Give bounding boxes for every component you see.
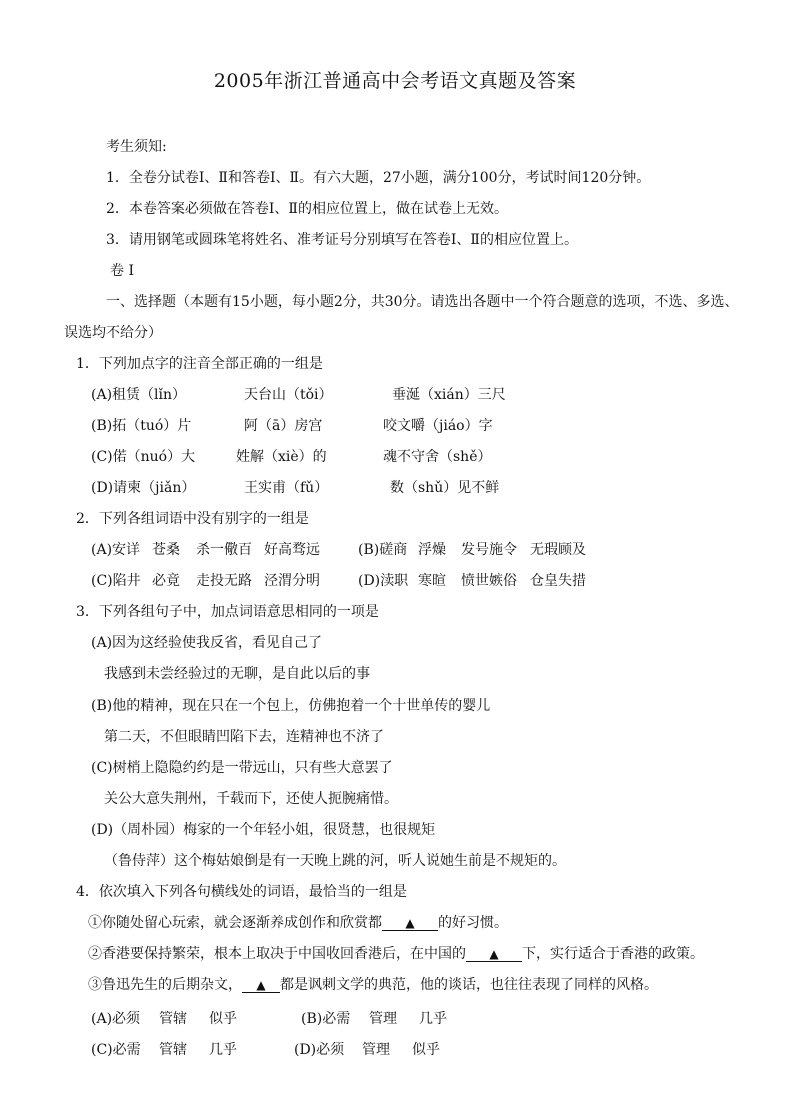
q1-option-b-3: 咬文嚼（jiáo）字 [383, 418, 493, 434]
q4-s1-text-after: 的好习惯。 [438, 915, 508, 931]
q4-s2-text-before: ②香港要保持繁荣，根本上取决于中国收回香港后，在中国的 [88, 946, 466, 962]
q1-option-d-2: 王实甫（fǔ） [244, 480, 329, 496]
q2-option-a-4: 好高骛远 [264, 542, 320, 558]
q2-option-c-2: 必竟 [152, 573, 180, 589]
q2-option-a-2: 苍桑 [152, 542, 180, 558]
q4-option-b-3: 几乎 [419, 1011, 447, 1027]
q4-option-b-2: 管理 [369, 1011, 397, 1027]
q4-option-d-3: 似乎 [412, 1042, 440, 1058]
q1-option-c-1: (C)偌（nuó）大 [91, 449, 196, 465]
notice-item-2: 2．本卷答案必须做在答卷Ⅰ、Ⅱ的相应位置上，做在试卷上无效。 [106, 201, 508, 217]
q1-option-d-1: (D)请柬（jiǎn） [91, 480, 196, 496]
section1-heading-line2: 误选均不给分） [64, 325, 162, 341]
q2-option-c-1: (C)陷井 [91, 573, 141, 589]
q3-option-b-line2: 第二天，不但眼睛凹陷下去，连精神也不济了 [104, 729, 384, 745]
notice-item-3: 3．请用钢笔或圆珠笔将姓名、准考证号分别填写在答卷Ⅰ、Ⅱ的相应位置上。 [106, 232, 578, 248]
q2-option-b-3: 发号施令 [461, 542, 517, 558]
notice-heading: 考生须知: [106, 139, 167, 155]
q4-s3-text-before: ③鲁迅先生的后期杂文， [88, 977, 242, 993]
q2-option-c-3: 走投无路 [196, 573, 252, 589]
section1-heading-line1: 一、选择题（本题有15小题，每小题2分，共30分。请选出各题中一个符合题意的选项，不选、多选、 [106, 294, 739, 310]
q2-option-d-1: (D)渎职 [358, 573, 409, 589]
notice-item-1: 1．全卷分试卷Ⅰ、Ⅱ和答卷Ⅰ、Ⅱ。有六大题，27小题，满分100分，考试时间120分钟。 [106, 170, 651, 186]
q2-option-row [0, 572, 790, 590]
q4-option-c-3: 几乎 [209, 1042, 237, 1058]
volume-label: 卷 Ⅰ [110, 263, 134, 279]
q2-option-c-4: 泾渭分明 [264, 573, 320, 589]
q4-option-c-2: 管辖 [159, 1042, 187, 1058]
q1-option-b-1: (B)拓（tuó）片 [91, 418, 192, 434]
q1-option-row [0, 448, 790, 466]
q3-option-d-line1: (D)（周朴园）梅家的一个年轻小姐，很贤慧，也很规矩 [91, 822, 436, 838]
q4-blank-2: ▲ [466, 947, 522, 962]
q3-option-c-line1: (C)树梢上隐隐约约是一带远山，只有些大意罢了 [91, 760, 393, 776]
q1-option-a-1: (A)租赁（lǐn） [91, 387, 187, 403]
q4-option-a-2: 管辖 [159, 1011, 187, 1027]
q2-option-d-3: 愤世嫉俗 [461, 573, 517, 589]
q1-option-c-3: 魂不守舍（shě） [383, 449, 492, 465]
q4-s3-text-after: 都是讽刺文学的典范，他的谈话，也往往表现了同样的风格。 [280, 977, 658, 993]
q4-option-d-1: (D)必须 [294, 1042, 345, 1058]
q4-blank-1: ▲ [382, 916, 438, 931]
q1-option-b-2: 阿（ā）房宫 [244, 418, 323, 434]
q2-option-b-4: 无瑕顾及 [530, 542, 586, 558]
q2-option-d-4: 仓皇失措 [530, 573, 586, 589]
q4-sentence-1 [88, 914, 508, 932]
q4-option-b-1: (B)必需 [301, 1011, 351, 1027]
q1-stem: 1．下列加点字的注音全部正确的一组是 [76, 356, 323, 372]
q2-option-d-2: 寒暄 [418, 573, 446, 589]
q4-option-c-1: (C)必需 [91, 1042, 141, 1058]
q4-sentence-3 [88, 976, 658, 994]
q3-option-a-line2: 我感到未尝经验过的无聊，是自此以后的事 [104, 666, 370, 682]
q2-option-b-1: (B)磋商 [358, 542, 408, 558]
q2-option-a-3: 杀一儆百 [196, 542, 252, 558]
q3-stem: 3．下列各组句子中，加点词语意思相同的一项是 [76, 604, 379, 620]
q1-option-c-2: 姓解（xiè）的 [236, 449, 327, 465]
q2-option-a-1: (A)安详 [91, 542, 141, 558]
q4-option-row [0, 1041, 790, 1059]
q4-s1-text-before: ①你随处留心玩索，就会逐渐养成创作和欣赏都 [88, 915, 382, 931]
q4-option-a-1: (A)必须 [91, 1011, 141, 1027]
page-title: 2005年浙江普通高中会考语文真题及答案 [213, 70, 577, 92]
q1-option-row [0, 386, 790, 404]
q1-option-a-3: 垂涎（xián）三尺 [392, 387, 506, 403]
q3-option-a-line1: (A)因为这经验使我反省，看见自己了 [91, 635, 323, 651]
q1-option-row [0, 479, 790, 497]
q4-s2-text-after: 下，实行适合于香港的政策。 [522, 946, 704, 962]
q1-option-row [0, 417, 790, 435]
q2-option-b-2: 浮燥 [418, 542, 446, 558]
q3-option-b-line1: (B)他的精神，现在只在一个包上，仿佛抱着一个十世单传的婴儿 [91, 698, 491, 714]
q1-option-d-3: 数（shǔ）见不鲜 [390, 480, 500, 496]
q4-sentence-2 [88, 945, 704, 963]
q3-option-d-line2: （鲁侍萍）这个梅姑娘倒是有一天晚上跳的河，听人说她生前是不规矩的。 [104, 853, 566, 869]
q4-option-d-2: 管理 [362, 1042, 390, 1058]
q2-stem: 2．下列各组词语中没有别字的一组是 [76, 511, 309, 527]
q1-option-a-2: 天台山（tǒi） [244, 387, 333, 403]
q4-option-a-3: 似乎 [209, 1011, 237, 1027]
q4-option-row [0, 1010, 790, 1028]
q4-stem: 4．依次填入下列各句横线处的词语，最恰当的一组是 [76, 884, 407, 900]
q3-option-c-line2: 关公大意失荆州，千载而下，还使人扼腕痛惜。 [104, 791, 398, 807]
q4-blank-3: ▲ [242, 978, 280, 993]
q2-option-row [0, 541, 790, 559]
